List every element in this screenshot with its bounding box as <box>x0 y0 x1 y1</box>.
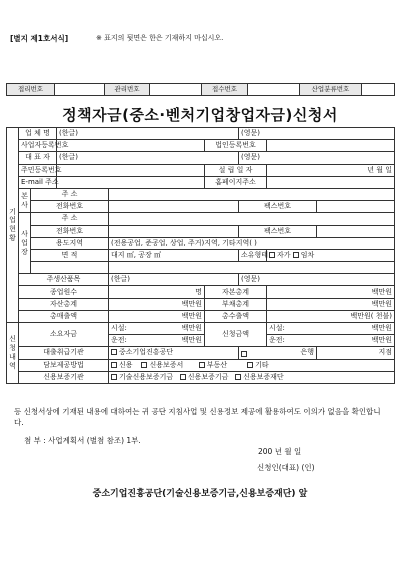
branch-name[interactable]: 지점 <box>317 347 395 359</box>
liabilities-label: 부채총계 <box>205 298 267 310</box>
checkbox[interactable] <box>141 362 147 368</box>
zone-input[interactable]: (전용공업, 준공업, 상업, 주거)지역, 기타지역( ) <box>109 237 395 249</box>
applicant-line[interactable]: 신청인(대표) (인) <box>257 463 315 472</box>
ceo-label: 대 표 자 <box>19 152 57 164</box>
exports-input[interactable]: 백만원( 천불) <box>267 310 395 322</box>
product-label: 주생산품목 <box>19 274 109 286</box>
checkbox[interactable] <box>293 252 299 258</box>
bank-name[interactable]: 은행 <box>239 347 317 359</box>
employees-input[interactable]: 명 <box>109 286 205 298</box>
site-tel-input[interactable] <box>109 225 239 237</box>
company-name-label: 업 체 명 <box>19 128 57 140</box>
cell-input[interactable] <box>55 84 105 96</box>
blank-input[interactable] <box>109 262 395 274</box>
recipient-line: 중소기업진흥공단(기술신용보증기금,신용보증재단) 앞 <box>92 489 308 499</box>
product-kr[interactable]: (한글) <box>109 274 239 286</box>
product-en[interactable]: (영문) <box>239 274 395 286</box>
site-fax-label: 팩스번호 <box>239 225 317 237</box>
cell-input[interactable] <box>248 84 300 96</box>
corp-reg-label: 법인등록번호 <box>205 140 267 152</box>
checkbox[interactable] <box>235 374 241 380</box>
equity-input[interactable]: 백만원 <box>267 286 395 298</box>
assets-label: 자산총계 <box>19 298 109 310</box>
site-tel-label: 전화번호 <box>31 225 109 237</box>
ownership-label: 소유형태 <box>239 249 267 261</box>
sales-label: 총매출액 <box>19 310 109 322</box>
area-label: 면 적 <box>31 249 109 261</box>
security-label: 담보제공방법 <box>19 359 109 371</box>
guarantee-options[interactable]: 기술신용보증기금 신용보증기금 신용보증재단 <box>109 371 395 383</box>
guarantee-label: 신용보증기관 <box>19 371 109 383</box>
own-option: 자가 <box>277 250 291 259</box>
employees-label: 종업원수 <box>19 286 109 298</box>
cell-input[interactable] <box>362 84 395 96</box>
site-addr-label: 주 소 <box>31 213 109 225</box>
hq-group: 본사 <box>19 188 31 212</box>
checkbox[interactable] <box>111 349 117 355</box>
cell-input[interactable] <box>150 84 202 96</box>
hq-addr-input[interactable] <box>109 188 395 200</box>
admin-number-row <box>6 83 395 96</box>
corp-reg-input[interactable] <box>267 140 395 152</box>
section-enterprise: 기업현황 <box>7 128 19 323</box>
assets-input[interactable]: 백만원 <box>109 298 205 310</box>
cell-label: 산업분류번호 <box>300 84 362 96</box>
ceo-en[interactable]: (영문) <box>239 152 395 164</box>
homepage-label: 홈페이지주소 <box>205 176 267 188</box>
checkbox[interactable] <box>111 374 117 380</box>
company-name-en[interactable]: (영문) <box>239 128 395 140</box>
form-note: ※ 표지의 뒷면은 한은 기재하지 마십시오. <box>96 34 224 42</box>
application-table <box>6 127 395 384</box>
company-name-kr[interactable]: (한글) <box>57 128 239 140</box>
hq-fax-label: 팩스번호 <box>239 201 317 213</box>
checkbox[interactable] <box>111 362 117 368</box>
equity-label: 자본총계 <box>205 286 267 298</box>
homepage-input[interactable] <box>267 176 395 188</box>
request-operating[interactable]: 운전: 백만원 <box>267 335 395 347</box>
attachment-text: 첨 부 : 사업계획서 (별첨 참조) 1부. <box>24 436 141 445</box>
cell-label: 관리번호 <box>105 84 150 96</box>
ceo-kr[interactable]: (한글) <box>57 152 239 164</box>
site-addr-input[interactable] <box>109 213 395 225</box>
email-label: E-mail 주소 <box>19 176 57 188</box>
biz-reg-label: 사업자등록번호 <box>19 140 57 152</box>
rent-option: 임차 <box>300 250 315 259</box>
biz-reg-input[interactable] <box>57 140 205 152</box>
cell-label: 접수번호 <box>202 84 248 96</box>
site-fax-input[interactable] <box>317 225 395 237</box>
area-input[interactable]: 대지 ㎡, 공장 ㎡ <box>109 249 239 261</box>
cell-label: 접리번호 <box>7 84 55 96</box>
sales-input[interactable]: 백만원 <box>109 310 205 322</box>
bank-option[interactable]: 중소기업진흥공단 <box>109 347 239 359</box>
hq-tel-input[interactable] <box>109 201 239 213</box>
bank-label: 대출취급기관 <box>19 347 109 359</box>
checkbox[interactable] <box>269 252 275 258</box>
founded-date[interactable]: 년 월 일 <box>267 164 395 176</box>
date-line[interactable]: 200 년 월 일 <box>258 447 302 456</box>
checkbox[interactable] <box>241 351 247 357</box>
form-label: [별지 제1호서식] <box>10 34 69 43</box>
request-facility[interactable]: 시설: 백만원 <box>267 323 395 335</box>
exports-label: 총수출액 <box>205 310 267 322</box>
hq-tel-label: 전화번호 <box>31 201 109 213</box>
liabilities-input[interactable]: 백만원 <box>267 298 395 310</box>
zone-label: 용도지역 <box>31 237 109 249</box>
request-label: 신청금액 <box>205 323 267 347</box>
statement-text: 등 신청서상에 기재된 내용에 대하여는 귀 공단 지침사업 및 신용정보 제공에 활용하여도 이의가 없음을 확인합니다. <box>14 407 381 428</box>
hq-fax-input[interactable] <box>317 201 395 213</box>
site-group: 사업장 <box>19 213 31 274</box>
checkbox[interactable] <box>180 374 186 380</box>
ownership-options[interactable] <box>267 249 395 261</box>
checkbox[interactable] <box>199 362 205 368</box>
resident-input[interactable] <box>57 164 205 176</box>
amount-operating[interactable]: 운전: 백만원 <box>109 335 205 347</box>
amount-label: 소요자금 <box>19 323 109 347</box>
resident-label: 주민등록번호 <box>19 164 57 176</box>
amount-facility[interactable]: 시설: 백만원 <box>109 323 205 335</box>
founded-label: 설 립 일 자 <box>205 164 267 176</box>
security-options[interactable]: 신용 신용보증서 부동산 기타 <box>109 359 395 371</box>
hq-addr-label: 주 소 <box>31 188 109 200</box>
email-input[interactable] <box>57 176 205 188</box>
form-title: 정책자금(중소·벤처기업창업자금)신청서 <box>62 106 338 124</box>
checkbox[interactable] <box>247 362 253 368</box>
section-application: 신청내역 <box>7 323 19 384</box>
blank-label <box>31 262 109 274</box>
